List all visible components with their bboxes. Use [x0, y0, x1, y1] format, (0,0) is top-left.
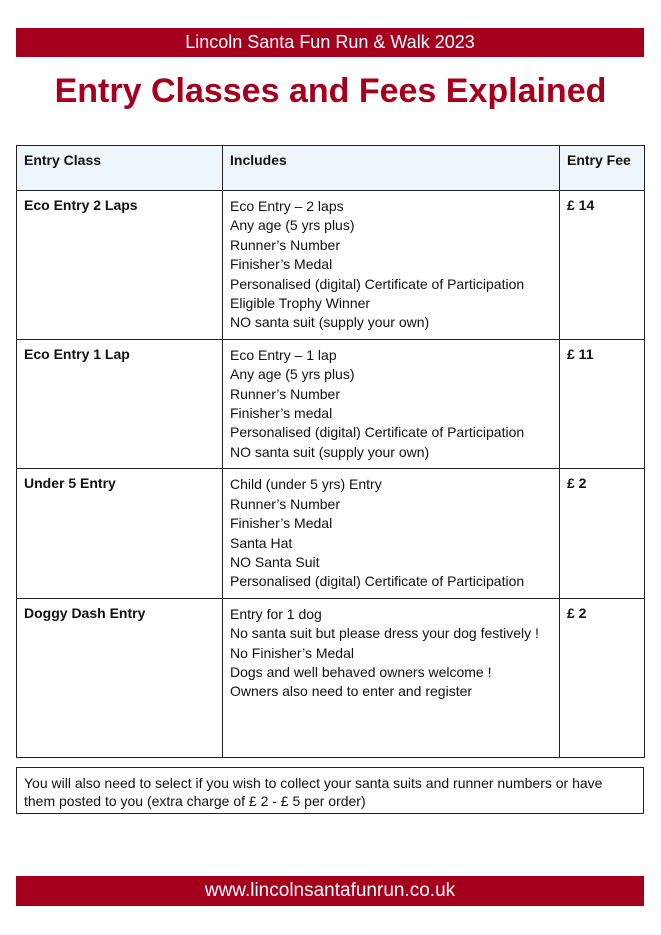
include-item: Child (under 5 yrs) Entry	[230, 476, 382, 493]
includes-cell	[223, 339, 560, 468]
include-item: Owners also need to enter and register	[230, 683, 473, 700]
include-item: Runner’s Number	[230, 236, 340, 253]
includes-cell	[223, 469, 560, 598]
column-header-entry-fee: Entry Fee	[560, 146, 645, 191]
include-item: Runner’s Number	[230, 385, 340, 402]
include-item: Any age (5 yrs plus)	[230, 366, 355, 383]
include-item: Any age (5 yrs plus)	[230, 217, 355, 234]
include-item: Eco Entry – 1 lap	[230, 346, 337, 363]
fees-table	[16, 145, 645, 758]
include-item: Entry for 1 dog	[230, 605, 322, 622]
fee-cell: £ 2	[560, 598, 645, 757]
include-item: NO santa suit (supply your own)	[230, 314, 430, 331]
include-item: No Finisher’s Medal	[230, 644, 354, 661]
fee-cell: £ 2	[560, 469, 645, 598]
include-item: Dogs and well behaved owners welcome !	[230, 663, 492, 680]
table-row	[17, 598, 645, 757]
include-item: Runner’s Number	[230, 495, 340, 512]
include-item: Personalised (digital) Certificate of Participation	[230, 424, 525, 441]
includes-cell	[223, 598, 560, 757]
postage-note: You will also need to select if you wish to collect your santa suits and runner numbers or have them posted to you (extra charge of £ 2 - £ 5 per order)	[16, 767, 644, 814]
table-row	[17, 191, 645, 340]
fee-cell: £ 14	[560, 191, 645, 340]
include-item: Personalised (digital) Certificate of Participation	[230, 275, 525, 292]
include-item: No santa suit but please dress your dog festively !	[230, 625, 539, 642]
top-banner	[16, 28, 644, 57]
table-row	[17, 339, 645, 468]
includes-cell	[223, 191, 560, 340]
include-item: NO santa suit (supply your own)	[230, 443, 430, 460]
include-item: Eco Entry – 2 laps	[230, 198, 344, 214]
fee-cell: £ 11	[560, 339, 645, 468]
include-item: Eligible Trophy Winner	[230, 295, 371, 312]
include-item: Finisher’s Medal	[230, 515, 333, 532]
event-name: Lincoln Santa Fun Run & Walk 2023	[185, 32, 475, 52]
entry-class-cell: Eco Entry 2 Laps	[17, 191, 223, 340]
include-item: Santa Hat	[230, 534, 293, 551]
entry-class-cell: Eco Entry 1 Lap	[17, 339, 223, 468]
website-link[interactable]: www.lincolnsantafunrun.co.uk	[204, 880, 456, 901]
page-title: Entry Classes and Fees Explained	[54, 72, 607, 110]
include-item: Finisher’s medal	[230, 405, 333, 422]
table-row	[17, 469, 645, 598]
entry-class-cell: Doggy Dash Entry	[17, 598, 223, 757]
entry-class-cell: Under 5 Entry	[17, 469, 223, 598]
include-item: Personalised (digital) Certificate of Participation	[230, 573, 525, 590]
column-header-includes: Includes	[223, 146, 560, 191]
table-header-row	[17, 146, 645, 191]
column-header-entry-class: Entry Class	[17, 146, 223, 191]
include-item: NO Santa Suit	[230, 553, 320, 570]
include-item: Finisher’s Medal	[230, 256, 333, 273]
bottom-banner	[16, 876, 644, 906]
